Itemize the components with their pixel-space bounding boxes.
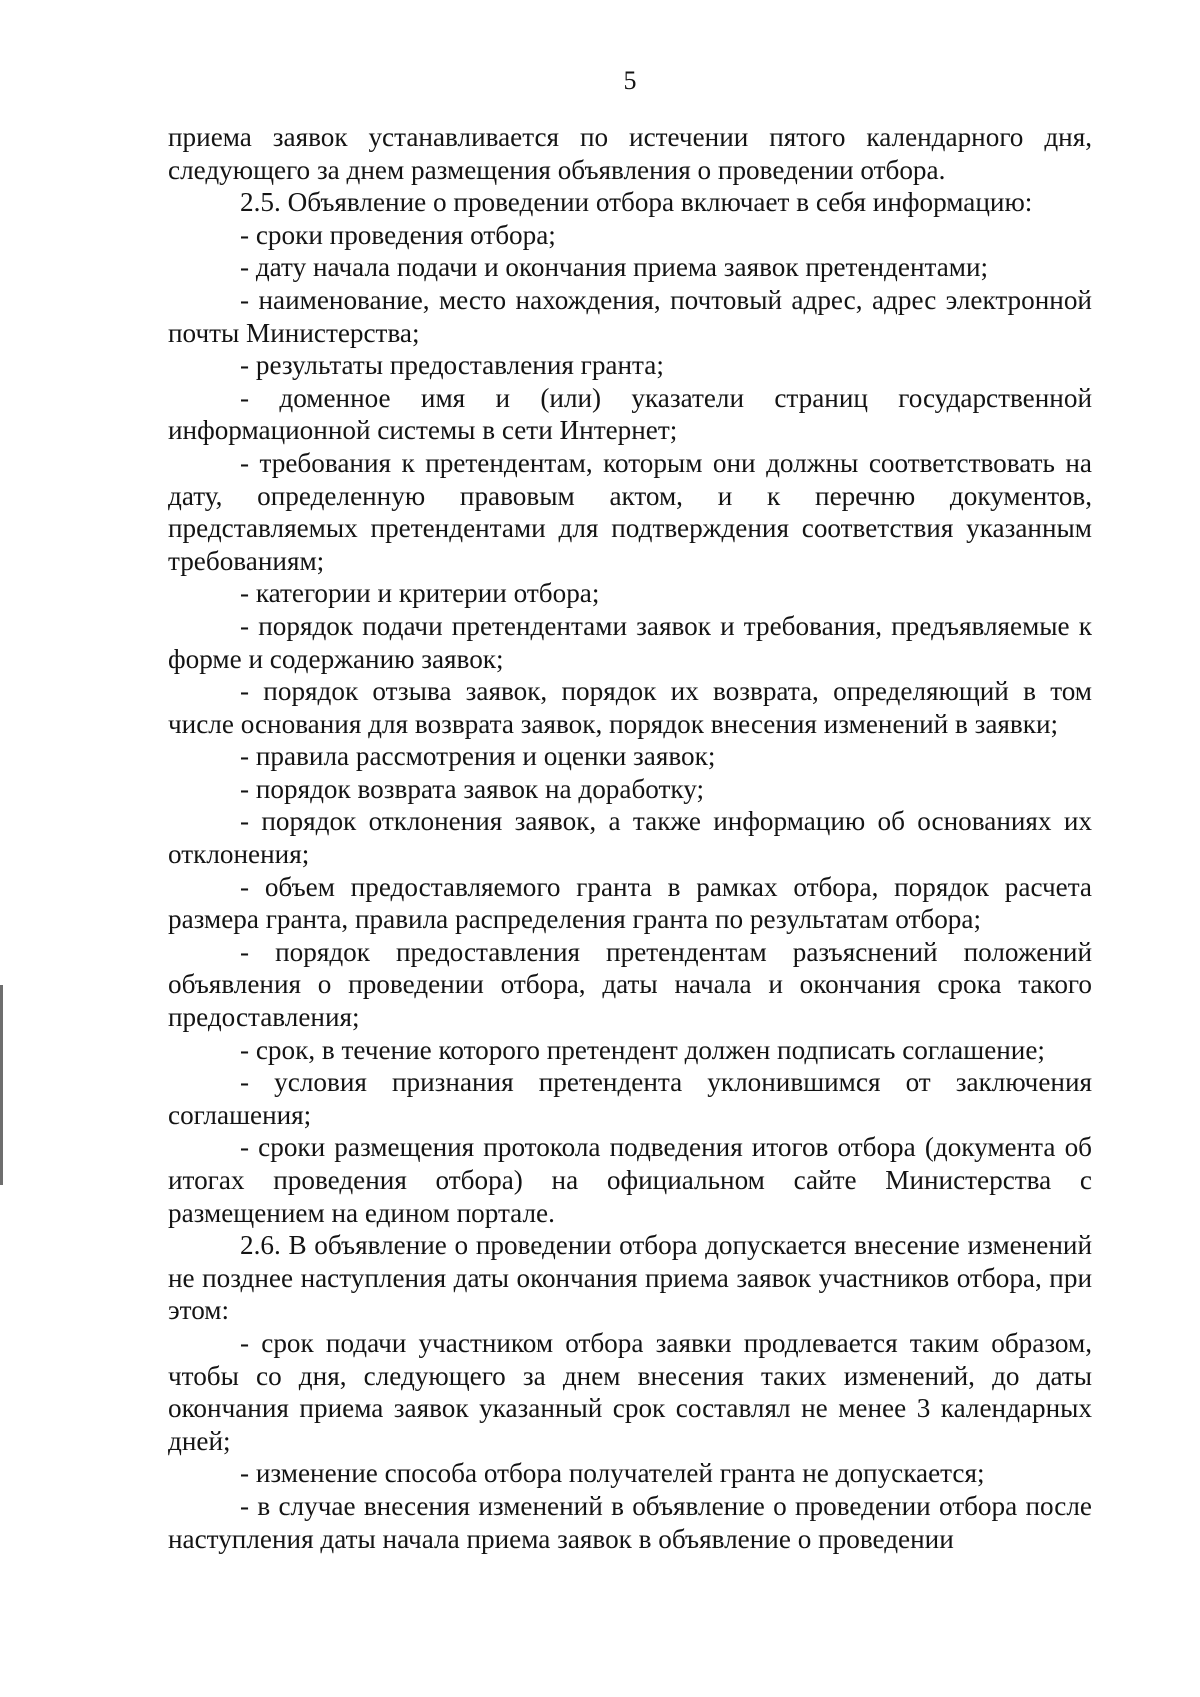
list-item-paragraph: - объем предоставляемого гранта в рамках отбора, порядок расчета размера гранта, правила распределения гранта по результатам отбора; bbox=[168, 871, 1092, 935]
section-paragraph: 2.5. Объявление о проведении отбора включает в себя информацию: bbox=[240, 187, 1033, 218]
scan-edge-mark bbox=[0, 985, 3, 1185]
list-item-paragraph: - порядок отзыва заявок, порядок их возврата, определяющий в том числе основания для возврата заявок, порядок внесения изменений в заявки; bbox=[168, 676, 1092, 739]
list-item-paragraph: - правила рассмотрения и оценки заявок; bbox=[240, 741, 716, 772]
list-item-paragraph: - доменное имя и (или) указатели страниц государственной информационной системы в сети Интернет; bbox=[168, 382, 1092, 446]
list-item-paragraph: - изменение способа отбора получателей гранта не допускается; bbox=[240, 1458, 985, 1489]
list-item-paragraph: - требования к претендентам, которым они должны соответствовать на дату, определенную правовым актом, и к перечню документов, представляемых претендентами для подтверждения соответствия указанным требованиям; bbox=[168, 447, 1092, 576]
section-paragraph: 2.6. В объявление о проведении отбора допускается внесение изменений не позднее наступления даты окончания приема заявок участников отбора, при этом: bbox=[168, 1230, 1092, 1326]
list-item-paragraph: - в случае внесения изменений в объявление о проведении отбора после наступления даты начала приема заявок в объявление о проведении bbox=[168, 1490, 1092, 1554]
list-item-paragraph: - условия признания претендента уклонившимся от заключения соглашения; bbox=[168, 1067, 1092, 1130]
list-item-paragraph: - дату начала подачи и окончания приема заявок претендентами; bbox=[240, 252, 989, 283]
list-item-paragraph: - порядок отклонения заявок, а также информацию об основаниях их отклонения; bbox=[168, 806, 1092, 870]
list-item-paragraph: - порядок подачи претендентами заявок и требования, предъявляемые к форме и содержанию заявок; bbox=[168, 610, 1092, 674]
list-item-paragraph: - срок подачи участником отбора заявки продлевается таким образом, чтобы со дня, следующего за днем внесения таких изменений, до даты окончания приема заявок указанный срок составлял не менее 3 календарных дней; bbox=[168, 1327, 1092, 1456]
list-item-paragraph: - порядок предоставления претендентам разъяснений положений объявления о проведении отбора, даты начала и окончания срока такого предоставления; bbox=[168, 936, 1092, 1033]
list-item-paragraph: - сроки проведения отбора; bbox=[240, 219, 556, 250]
list-item-paragraph: - сроки размещения протокола подведения итогов отбора (документа об итогах проведения отбора) на официальном сайте Министерства с размещением на едином портале. bbox=[168, 1132, 1092, 1228]
list-item-paragraph: - порядок возврата заявок на доработку; bbox=[240, 773, 705, 804]
continuation-paragraph: приема заявок устанавливается по истечении пятого календарного дня, следующего за днем размещения объявления о проведении отбора. bbox=[168, 122, 1092, 185]
list-item-paragraph: - результаты предоставления гранта; bbox=[240, 350, 664, 381]
page-number: 5 bbox=[623, 66, 637, 95]
list-item-paragraph: - категории и критерии отбора; bbox=[240, 578, 600, 609]
list-item-paragraph: - наименование, место нахождения, почтовый адрес, адрес электронной почты Министерства; bbox=[168, 284, 1092, 348]
document-body bbox=[168, 121, 1092, 1555]
list-item-paragraph: - срок, в течение которого претендент должен подписать соглашение; bbox=[240, 1034, 1045, 1065]
